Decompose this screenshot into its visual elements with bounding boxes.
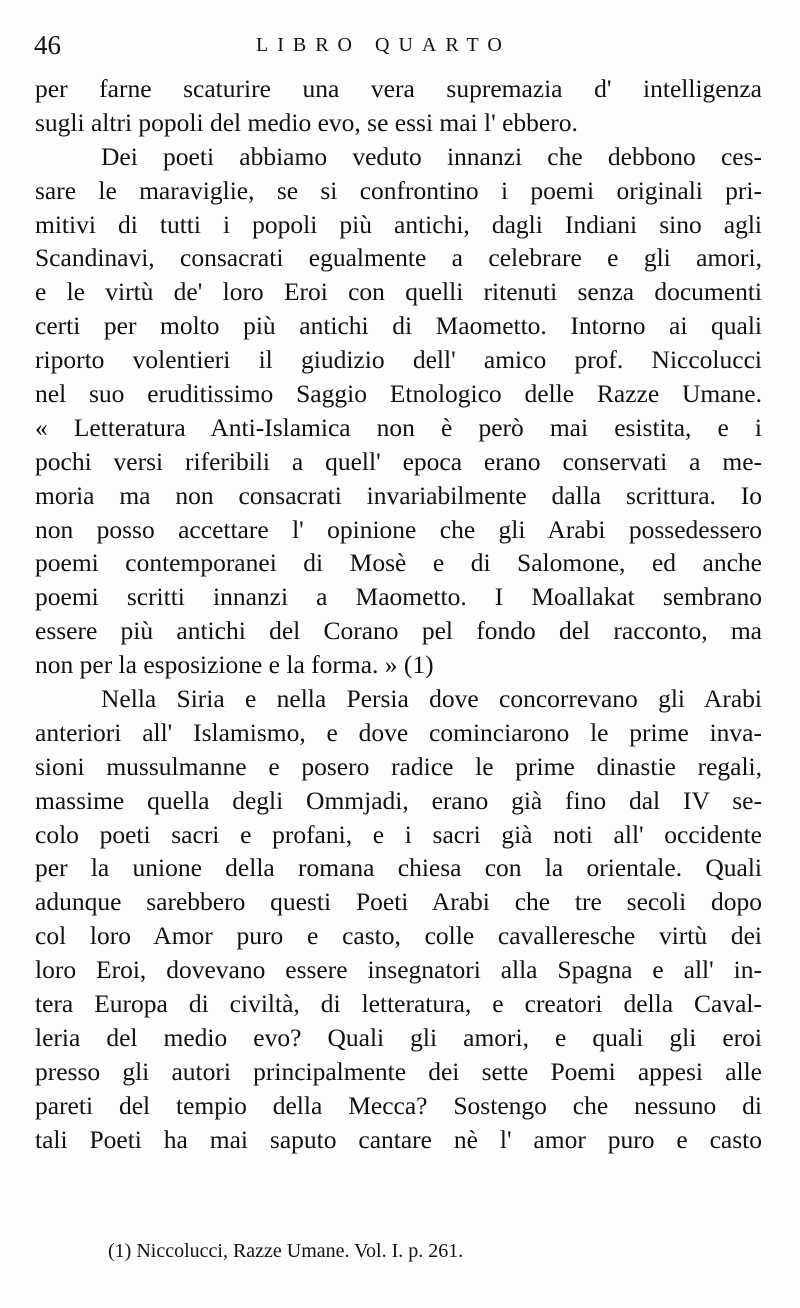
running-head: LIBRO QUARTO [256,34,511,56]
page-number: 46 [34,30,61,60]
quotation-line: poemi contemporanei di Mosè e di Salomone, ed anche [35,548,762,578]
quotation-line: non per la esposizione e la forma. » (1) [35,650,434,680]
paragraph-first-line: Nella Siria e nella Persia dove concorrevano gli Arabi [101,684,762,714]
text-line: per la unione della romana chiesa con la orientale. Quali [35,853,762,883]
text-line: nel suo eruditissimo Saggio Etnologico delle Razze Umane. [35,379,762,409]
text-line: riporto volentieri il giudizio dell' amico prof. Niccolucci [35,345,762,375]
text-line: e le virtù de' loro Eroi con quelli ritenuti senza documenti [35,277,762,307]
text-line: presso gli autori principalmente dei sette Poemi appesi alle [35,1056,762,1086]
quotation-line: « Letteratura Anti-Islamica non è però mai esistita, e i [35,412,762,442]
text-line: tali Poeti ha mai saputo cantare nè l' amor puro e casto [35,1124,762,1154]
quotation-line: poemi scritti innanzi a Maometto. I Moallakat sembrano [35,582,762,612]
text-line: adunque sarebbero questi Poeti Arabi che tre secoli dopo [35,887,762,917]
paragraph-first-line: Dei poeti abbiamo veduto innanzi che debbono ces- [101,141,762,171]
text-line: anteriori all' Islamismo, e dove cominciarono le prime inva- [35,717,762,747]
page-header [34,30,774,66]
text-line: sugli altri popoli del medio evo, se essi mai l' ebbero. [35,107,578,137]
text-line: leria del medio evo? Quali gli amori, e quali gli eroi [35,1022,762,1052]
text-line: tera Europa di civiltà, di letteratura, e creatori della Caval- [35,989,762,1019]
text-line: Scandinavi, consacrati egualmente a celebrare e gli amori, [35,243,762,273]
text-line: mitivi di tutti i popoli più antichi, dagli Indiani sino agli [35,209,762,239]
text-line: sioni mussulmanne e posero radice le prime dinastie regali, [35,751,762,781]
text-line: colo poeti sacri e profani, e i sacri già noti all' occidente [35,819,762,849]
body-text [35,72,762,1157]
text-line: massime quella degli Ommjadi, erano già fino dal IV se- [35,785,762,815]
quotation-line: moria ma non consacrati invariabilmente dalla scrittura. Io [35,480,762,510]
text-line: loro Eroi, dovevano essere insegnatori alla Spagna e all' in- [35,955,762,985]
text-line: certi per molto più antichi di Maometto. Intorno ai quali [35,311,762,341]
quotation-line: pochi versi riferibili a quell' epoca erano conservati a me- [35,446,762,476]
text-line: sare le maraviglie, se si confrontino i poemi originali pri- [35,175,762,205]
footnote: (1) Niccolucci, Razze Umane. Vol. I. p. 261. [108,1240,464,1262]
quotation-line: essere più antichi del Corano pel fondo del racconto, ma [35,616,762,646]
quotation-line: non posso accettare l' opinione che gli Arabi possedessero [35,514,762,544]
text-line: col loro Amor puro e casto, colle cavalleresche virtù dei [35,921,762,951]
text-line: per farne scaturire una vera supremazia d' intelligenza [35,74,762,103]
text-line: pareti del tempio della Mecca? Sostengo che nessuno di [35,1090,762,1120]
